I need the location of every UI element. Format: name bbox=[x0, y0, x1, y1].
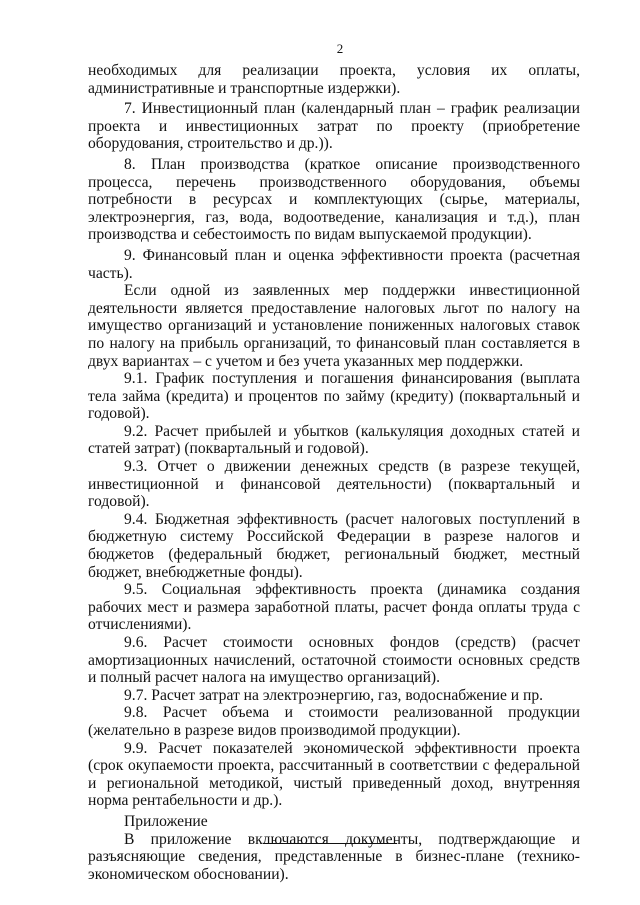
end-rule bbox=[263, 843, 397, 844]
paragraph-production-plan: 8. План производства (краткое описание производственного процесса, перечень производственного оборудования, объемы потребности в ресурсах и комплектующих (сырье, материалы, электроэнергия, газ, вода, водоотведение, канализация и т.д.), план производства и себестоимость по видам выпускаемой продукции). bbox=[88, 155, 580, 244]
paragraph-9-1: 9.1. График поступления и погашения финансирования (выплата тела займа (кредита) и процентов по займу (кредиту) (поквартальный и годовой). bbox=[88, 370, 580, 423]
paragraph-9-2: 9.2. Расчет прибылей и убытков (калькуляция доходных статей и статей затрат) (поквартальный и годовой). bbox=[88, 422, 580, 458]
paragraph-9-4: 9.4. Бюджетная эффективность (расчет налоговых поступлений в бюджетную систему Российской Федерации в разрезе налогов и бюджетов (федеральный бюджет, региональный бюджет, местный бюджет, внебюджетные фонды). bbox=[88, 510, 580, 581]
paragraph-9-5: 9.5. Социальная эффективность проекта (динамика создания рабочих мест и размера заработной платы, расчет фонда оплаты труда с отчислениями). bbox=[88, 581, 580, 634]
paragraph-9-9: 9.9. Расчет показателей экономической эффективности проекта (срок окупаемости проекта, рассчитанный в соответствии с федеральной и региональной методикой, чистый приведенный доход, внутренняя норма рентабельности и др.). bbox=[88, 739, 580, 810]
paragraph-9-3: 9.3. Отчет о движении денежных средств (в разрезе текущей, инвестиционной и финансовой деятельности) (поквартальный и годовой). bbox=[88, 458, 580, 511]
paragraph-continuation: необходимых для реализации проекта, условия их оплаты, административные и транспортные издержки). bbox=[88, 62, 580, 97]
paragraph-investment-plan: 7. Инвестиционный план (календарный план – график реализации проекта и инвестиционных затрат по проекту (приобретение оборудования, строительство и др.)). bbox=[88, 100, 580, 153]
paragraph-financial-plan: 9. Финансовый план и оценка эффективности проекта (расчетная часть). bbox=[88, 246, 580, 282]
paragraph-9-6: 9.6. Расчет стоимости основных фондов (средств) (расчет амортизационных начислений, остаточной стоимости основных средств и полный расчет налога на имущество организаций). bbox=[88, 634, 580, 687]
paragraph-9-7: 9.7. Расчет затрат на электроэнергию, газ, водоснабжение и пр. bbox=[124, 686, 544, 704]
paragraph-9-8: 9.8. Расчет объема и стоимости реализованной продукции (желательно в разрезе видов производимой продукции). bbox=[88, 704, 580, 739]
appendix-text: В приложение включаются документы, подтверждающие и разъясняющие сведения, представленные в бизнес-плане (технико-экономическом обосновании). bbox=[88, 830, 580, 883]
appendix-heading: Приложение bbox=[124, 812, 208, 830]
document-body bbox=[88, 62, 580, 883]
paragraph-tax-benefits: Если одной из заявленных мер поддержки инвестиционной деятельности является предоставление налоговых льгот по налогу на имущество организаций и установление пониженных налоговых ставок по налогу на прибыль организаций, то финансовый план составляется в двух вариантах – с учетом и без учета указанных мер поддержки. bbox=[88, 282, 580, 370]
page-number: 2 bbox=[336, 41, 344, 56]
